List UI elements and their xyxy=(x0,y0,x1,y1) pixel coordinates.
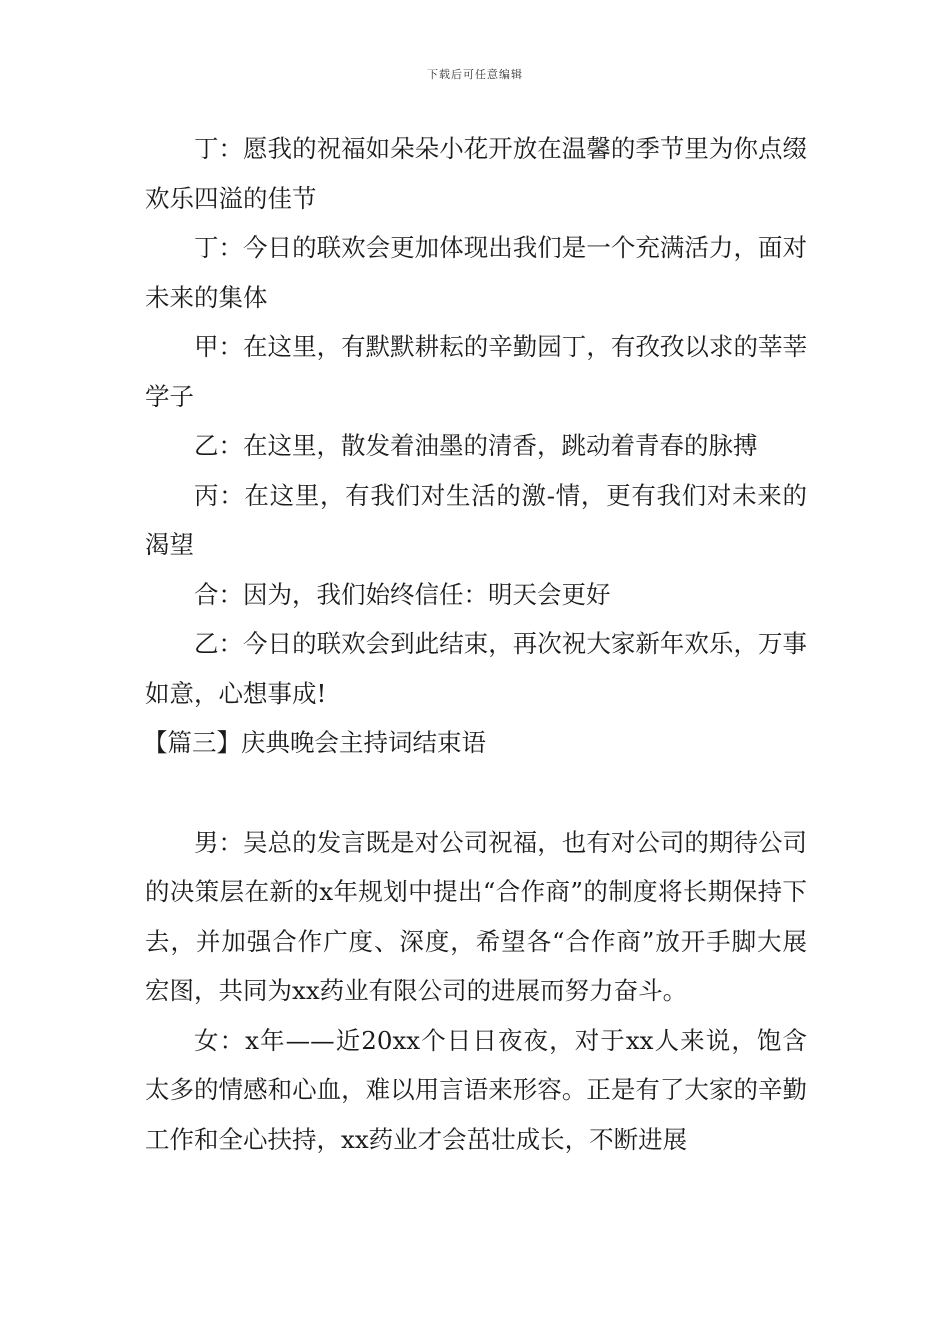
paragraph: 甲：在这里，有默默耕耘的辛勤园丁，有孜孜以求的莘莘学子 xyxy=(145,332,807,411)
section-title: 【篇三】庆典晚会主持词结束语 xyxy=(143,728,486,757)
page-header-note: 下载后可任意编辑 xyxy=(427,68,523,81)
document-body xyxy=(145,124,807,1164)
paragraph: 合：因为，我们始终信任：明天会更好 xyxy=(194,579,611,609)
paragraph: 丁：今日的联欢会更加体现出我们是一个充满活力，面对未来的集体 xyxy=(145,233,807,312)
paragraph: 丙：在这里，有我们对生活的激-情，更有我们对未来的渴望 xyxy=(145,480,807,559)
paragraph: 女：x年——近20xx个日日夜夜，对于xx人来说，饱含太多的情感和心血，难以用言语来形容。正是有了大家的辛勤工作和全心扶持，xx药业才会茁壮成长，不断进展 xyxy=(145,1025,807,1154)
paragraph: 乙：今日的联欢会到此结束，再次祝大家新年欢乐，万事如意，心想事成! xyxy=(145,629,807,708)
paragraph: 乙：在这里，散发着油墨的清香，跳动着青春的脉搏 xyxy=(194,431,758,460)
paragraph: 丁：愿我的祝福如朵朵小花开放在温馨的季节里为你点缀欢乐四溢的佳节 xyxy=(145,134,807,213)
paragraph: 男：吴总的发言既是对公司祝福，也有对公司的期待公司的决策层在新的x年规划中提出“合作商”的制度将长期保持下去，并加强合作广度、深度，希望各“合作商”放开手脚大展宏图，共同为xx药业有限公司的进展而努力奋斗。 xyxy=(145,827,807,1005)
spacer xyxy=(145,768,807,818)
